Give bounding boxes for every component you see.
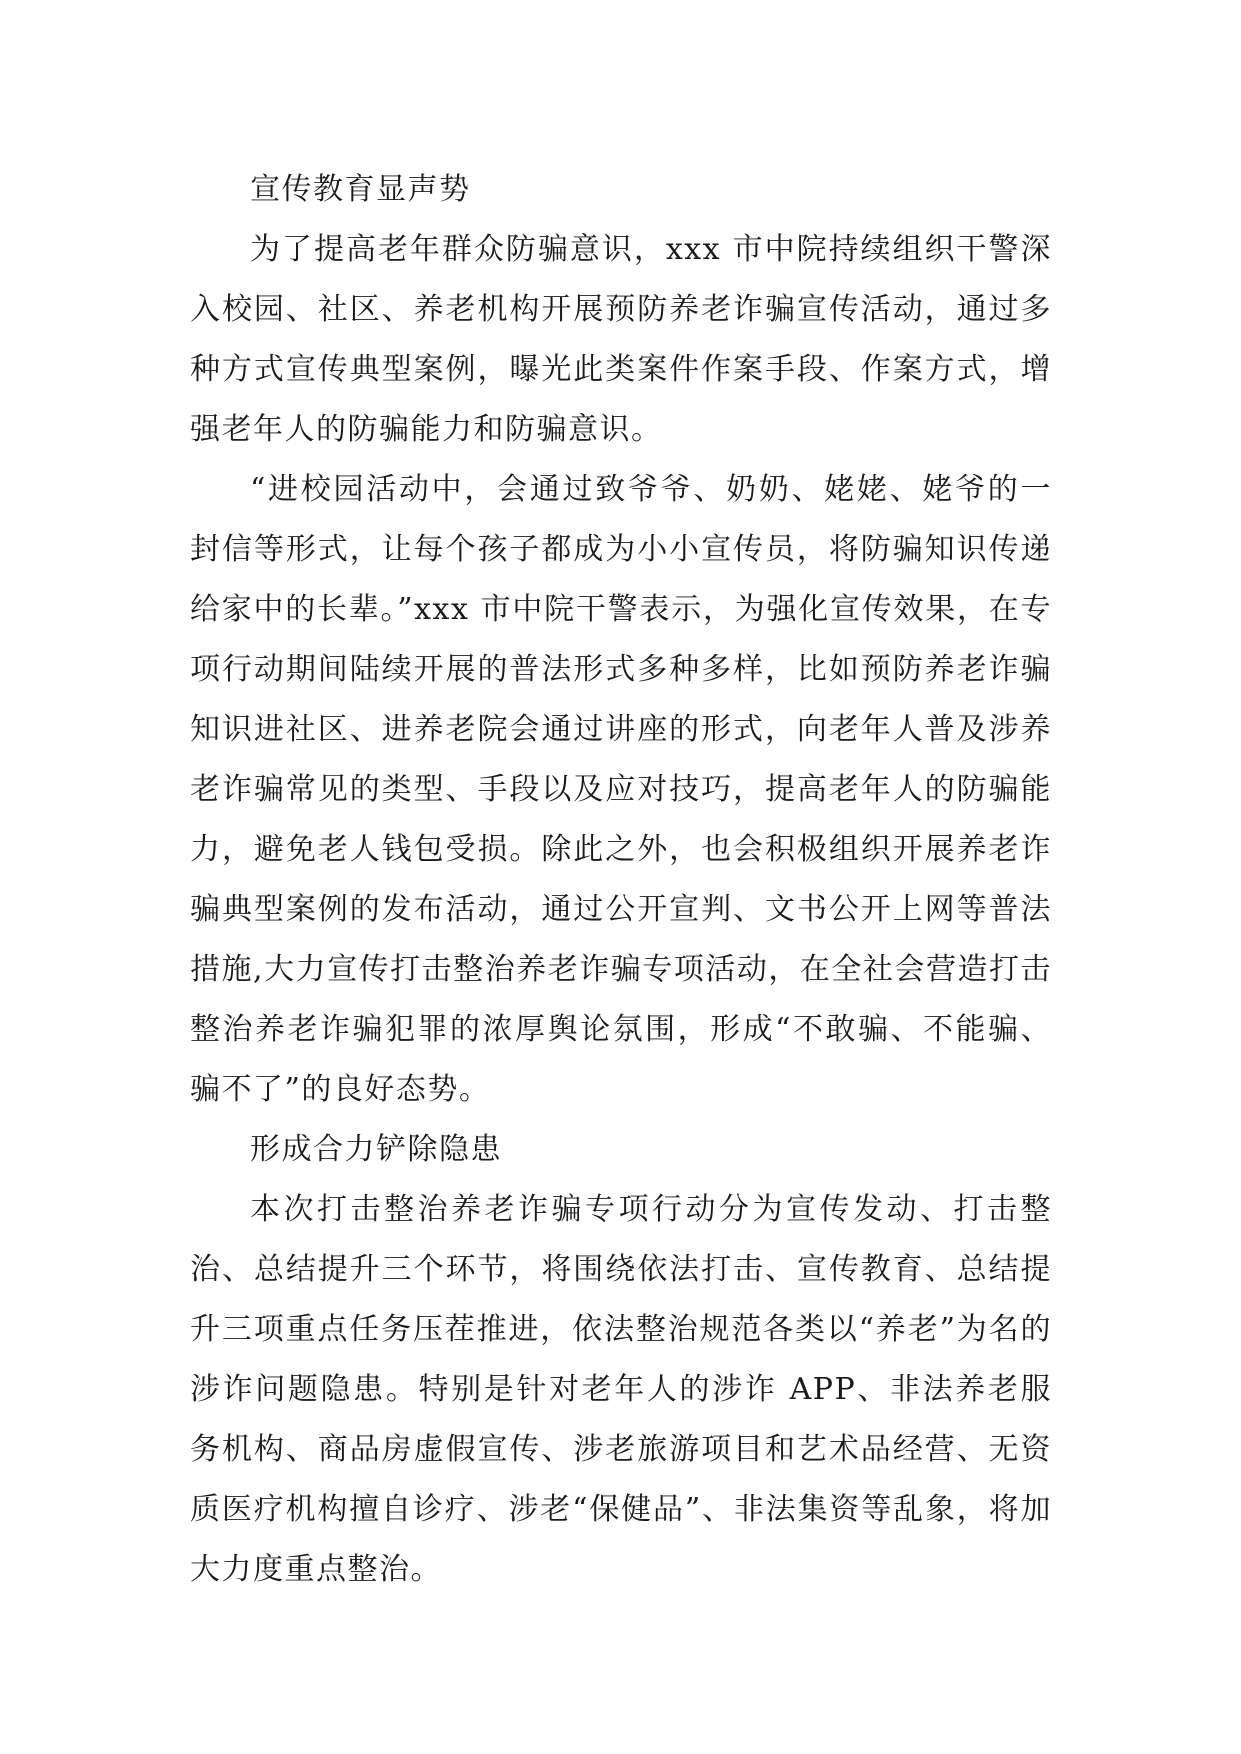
document-body: [190, 160, 1052, 1600]
paragraph-publicity-intro: 为了提高老年群众防骗意识，xxx 市中院持续组织干警深入校园、社区、养老机构开展预防养老诈骗宣传活动，通过多种方式宣传典型案例，曝光此类案件作案手段、作案方式，增强老年人的防骗能力和防骗意识。: [190, 232, 1052, 447]
section-heading-publicity: 宣传教育显声势: [250, 172, 471, 207]
section-heading-synergy: 形成合力铲除隐患: [250, 1132, 502, 1167]
paragraph-synergy-body: 本次打击整治养老诈骗专项行动分为宣传发动、打击整治、总结提升三个环节，将围绕依法打击、宣传教育、总结提升三项重点任务压茬推进，依法整治规范各类以“养老”为名的涉诈问题隐患。特别是针对老年人的涉诈 APP、非法养老服务机构、商品房虚假宣传、涉老旅游项目和艺术品经营、无资质医疗机构擅自诊疗、涉老“保健品”、非法集资等乱象，将加大力度重点整治。: [190, 1192, 1052, 1587]
paragraph-publicity-quote: “进校园活动中，会通过致爷爷、奶奶、姥姥、姥爷的一封信等形式，让每个孩子都成为小小宣传员，将防骗知识传递给家中的长辈。”xxx 市中院干警表示，为强化宣传效果，在专项行动期间陆续开展的普法形式多种多样，比如预防养老诈骗知识进社区、进养老院会通过讲座的形式，向老年人普及涉养老诈骗常见的类型、手段以及应对技巧，提高老年人的防骗能力，避免老人钱包受损。除此之外，也会积极组织开展养老诈骗典型案例的发布活动，通过公开宣判、文书公开上网等普法措施,大力宣传打击整治养老诈骗专项活动，在全社会营造打击整治养老诈骗犯罪的浓厚舆论氛围，形成“不敢骗、不能骗、骗不了”的良好态势。: [190, 472, 1052, 1107]
